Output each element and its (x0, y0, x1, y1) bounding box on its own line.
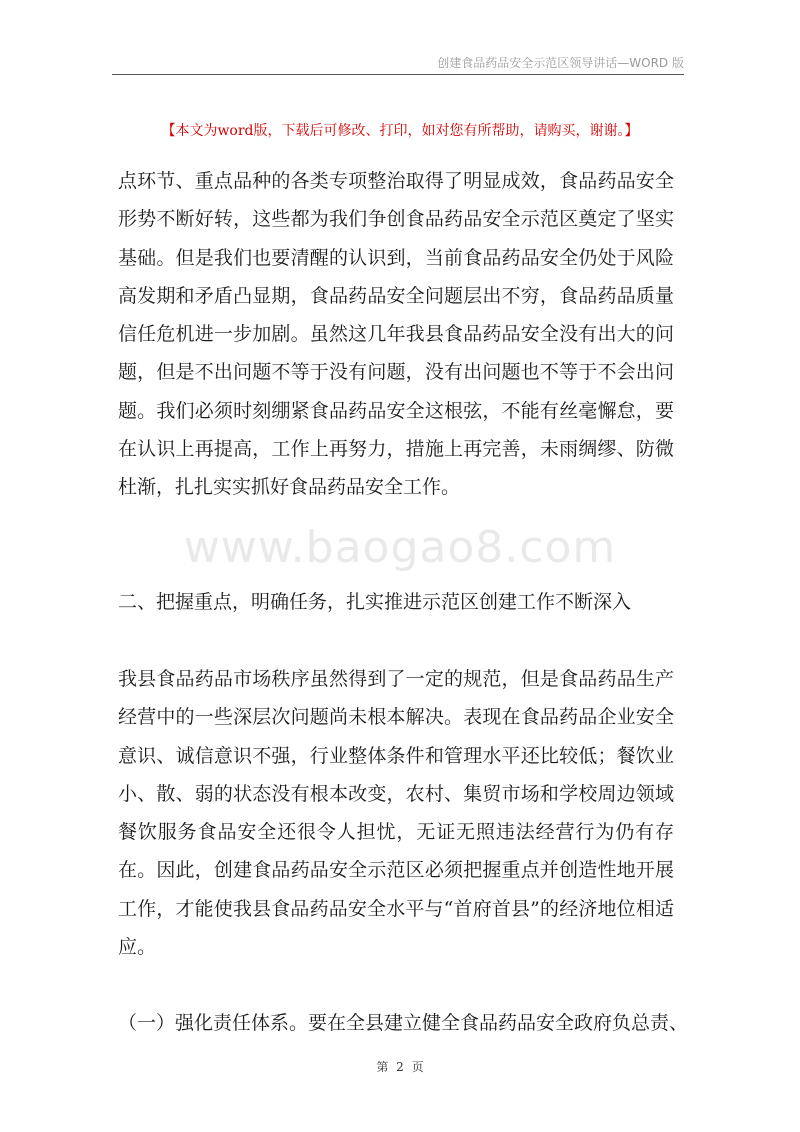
download-notice: 【本文为word版，下载后可修改、打印，如对您有所帮助，请购买，谢谢。】 (161, 123, 639, 139)
page-header (112, 52, 684, 75)
body-paragraph: 我县食品药品市场秩序虽然得到了一定的规范，但是食品药品生产经营中的一些深层次问题尚未根本解决。表现在食品药品企业安全意识、诚信意识不强，行业整体条件和管理水平还比较低；餐饮业小、散、弱的状态没有根本改变，农村、集贸市场和学校周边领域餐饮服务食品安全还很令人担忧，无证无照违法经营行为仍有存在。因此，创建食品药品安全示范区必须把握重点并创造性地开展工作，才能使我县食品药品安全水平与“首府首县”的经济地位相适应。 (118, 668, 674, 959)
page-prefix: 第 (376, 1060, 389, 1074)
header-title: 创建食品药品安全示范区领导讲话—WORD 版 (437, 56, 684, 70)
section-heading: 二、把握重点，明确任务，扎实推进示范区创建工作不断深入 (118, 591, 632, 613)
page-suffix: 页 (411, 1060, 424, 1074)
body-paragraph: 点环节、重点品种的各类专项整治取得了明显成效，食品药品安全形势不断好转，这些都为我们争创食品药品安全示范区奠定了坚实基础。但是我们也要清醒的认识到，当前食品药品安全仍处于风险高发期和矛盾凸显期，食品药品安全问题层出不穷，食品药品质量信任危机进一步加剧。虽然这几年我县食品药品安全没有出大的问题，但是不出问题不等于没有问题，没有出问题也不等于不会出问题。我们必须时刻绷紧食品药品安全这根弦，不能有丝毫懈怠，要在认识上再提高，工作上再努力，措施上再完善，未雨绸缪、防微杜渐，扎扎实实抓好食品药品安全工作。 (118, 170, 674, 499)
page-number: 2 (396, 1060, 404, 1074)
subsection-heading: （一）强化责任体系。要在全县建立健全食品药品安全政府负总责、 (118, 1012, 689, 1034)
watermark: www.baogao8.com (183, 522, 617, 573)
page-footer (0, 1058, 800, 1075)
